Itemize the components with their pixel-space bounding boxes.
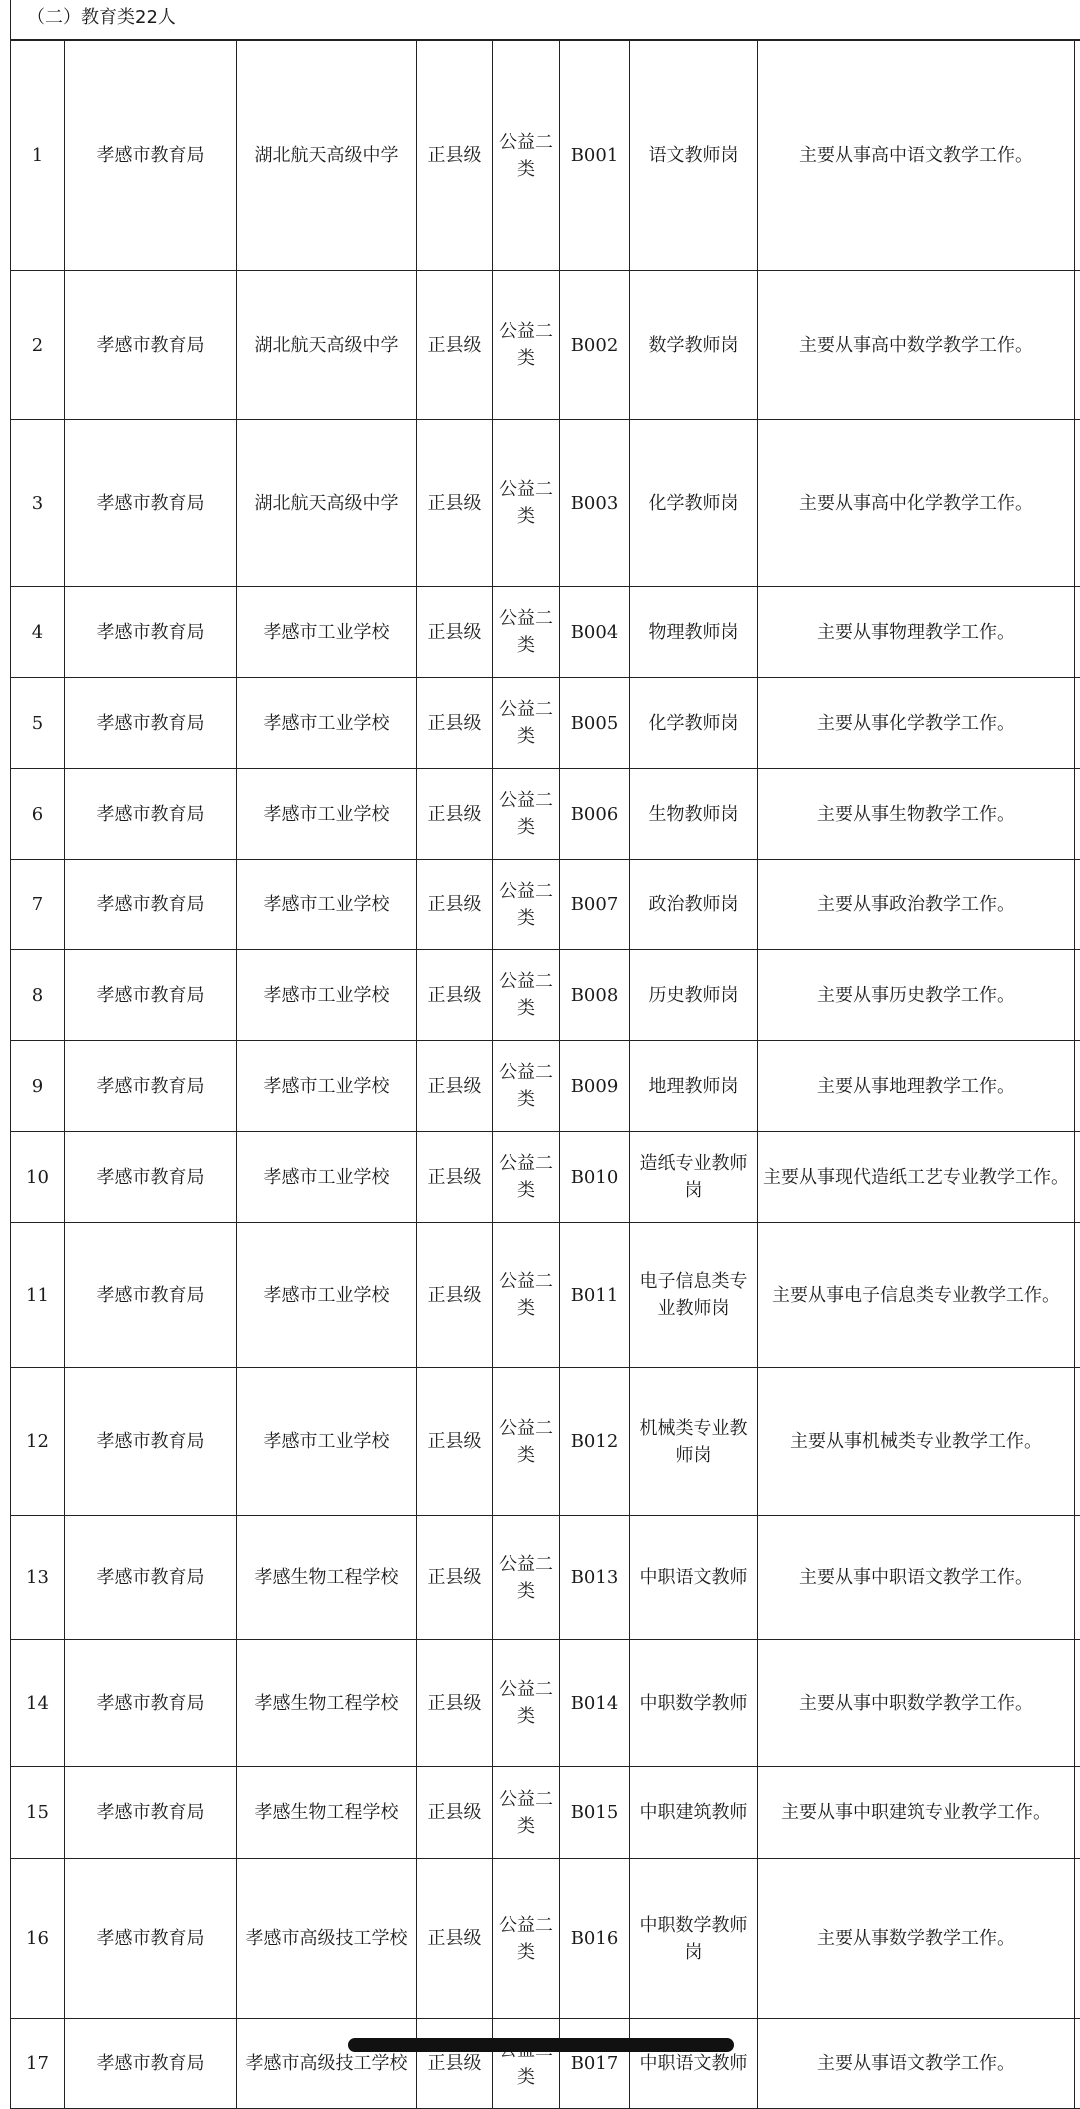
table-row xyxy=(11,2019,1080,2109)
category-cell: 类 xyxy=(493,2019,560,2109)
level-cell: 正县级 xyxy=(417,420,493,587)
level-cell: 正县级 xyxy=(417,1767,493,1859)
position-code-cell: B011 xyxy=(560,1223,630,1368)
category-cell: 公益二类 xyxy=(493,860,560,950)
level-cell: 正县级 xyxy=(417,860,493,950)
position-name-cell: 历史教师岗 xyxy=(630,950,758,1041)
position-name-cell: 机械类专业教师岗 xyxy=(630,1368,758,1516)
unit-cell: 孝感市高级技工学校 xyxy=(237,2019,417,2109)
level-cell: 正县级 xyxy=(417,950,493,1041)
department-cell: 孝感市教育局 xyxy=(65,420,237,587)
unit-cell: 湖北航天高级中学 xyxy=(237,271,417,420)
category-cell: 公益二类 xyxy=(493,1041,560,1132)
row-number: 13 xyxy=(11,1516,65,1640)
position-code-cell: B001 xyxy=(560,41,630,271)
overflow-column-cell xyxy=(1075,271,1080,420)
position-name-cell: 中职数学教师 xyxy=(630,1640,758,1767)
duty-cell: 主要从事电子信息类专业教学工作。 xyxy=(758,1223,1075,1368)
duty-cell: 主要从事地理教学工作。 xyxy=(758,1041,1075,1132)
category-cell: 公益二类 xyxy=(493,1516,560,1640)
duty-cell: 主要从事中职数学教学工作。 xyxy=(758,1640,1075,1767)
table-row xyxy=(11,860,1080,950)
positions-table xyxy=(10,40,1080,2109)
department-cell: 孝感市教育局 xyxy=(65,271,237,420)
department-cell: 孝感市教育局 xyxy=(65,678,237,769)
table-row xyxy=(11,1859,1080,2019)
department-cell: 孝感市教育局 xyxy=(65,41,237,271)
row-number: 1 xyxy=(11,41,65,271)
department-cell: 孝感市教育局 xyxy=(65,1640,237,1767)
position-code-cell: B012 xyxy=(560,1368,630,1516)
duty-cell: 主要从事现代造纸工艺专业教学工作。 xyxy=(758,1132,1075,1223)
overflow-column-cell xyxy=(1075,2019,1080,2109)
category-cell: 公益二类 xyxy=(493,1767,560,1859)
department-cell: 孝感市教育局 xyxy=(65,769,237,860)
position-name-cell: 化学教师岗 xyxy=(630,420,758,587)
position-name-cell: 造纸专业教师岗 xyxy=(630,1132,758,1223)
position-code-cell: B002 xyxy=(560,271,630,420)
overflow-column-cell xyxy=(1075,1859,1080,2019)
row-number: 4 xyxy=(11,587,65,678)
department-cell: 孝感市教育局 xyxy=(65,950,237,1041)
table-row xyxy=(11,1640,1080,1767)
department-cell: 孝感市教育局 xyxy=(65,1041,237,1132)
row-number: 11 xyxy=(11,1223,65,1368)
category-cell: 公益二类 xyxy=(493,1859,560,2019)
unit-cell: 孝感市工业学校 xyxy=(237,950,417,1041)
department-cell: 孝感市教育局 xyxy=(65,1516,237,1640)
row-number: 3 xyxy=(11,420,65,587)
position-code-cell: B010 xyxy=(560,1132,630,1223)
position-code-cell: B017 xyxy=(560,2019,630,2109)
category-cell: 公益二类 xyxy=(493,1368,560,1516)
department-cell: 孝感市教育局 xyxy=(65,1767,237,1859)
overflow-column-cell xyxy=(1075,1041,1080,1132)
position-name-cell: 电子信息类专业教师岗 xyxy=(630,1223,758,1368)
unit-cell: 孝感市工业学校 xyxy=(237,860,417,950)
position-name-cell: 政治教师岗 xyxy=(630,860,758,950)
position-name-cell: 物理教师岗 xyxy=(630,587,758,678)
duty-cell: 主要从事物理教学工作。 xyxy=(758,587,1075,678)
position-name-cell: 数学教师岗 xyxy=(630,271,758,420)
unit-cell: 孝感市工业学校 xyxy=(237,1223,417,1368)
unit-cell: 湖北航天高级中学 xyxy=(237,420,417,587)
unit-cell: 孝感生物工程学校 xyxy=(237,1767,417,1859)
unit-cell: 孝感市工业学校 xyxy=(237,769,417,860)
position-code-cell: B009 xyxy=(560,1041,630,1132)
table-row xyxy=(11,769,1080,860)
department-cell: 孝感市教育局 xyxy=(65,860,237,950)
section-title: （二）教育类22人 xyxy=(10,0,1080,40)
table-row xyxy=(11,1368,1080,1516)
level-cell: 正县级 xyxy=(417,1132,493,1223)
duty-cell: 主要从事语文教学工作。 xyxy=(758,2019,1075,2109)
duty-cell: 主要从事机械类专业教学工作。 xyxy=(758,1368,1075,1516)
row-number: 16 xyxy=(11,1859,65,2019)
table-row xyxy=(11,1041,1080,1132)
row-number: 17 xyxy=(11,2019,65,2109)
category-cell: 公益二类 xyxy=(493,1640,560,1767)
level-cell: 正县级 xyxy=(417,1859,493,2019)
row-number: 6 xyxy=(11,769,65,860)
level-cell: 正县级 xyxy=(417,2019,493,2109)
duty-cell: 主要从事历史教学工作。 xyxy=(758,950,1075,1041)
table-row xyxy=(11,587,1080,678)
overflow-column-cell xyxy=(1075,41,1080,271)
unit-cell: 孝感市工业学校 xyxy=(237,587,417,678)
overflow-column-cell xyxy=(1075,420,1080,587)
row-number: 12 xyxy=(11,1368,65,1516)
row-number: 2 xyxy=(11,271,65,420)
position-code-cell: B013 xyxy=(560,1516,630,1640)
level-cell: 正县级 xyxy=(417,1223,493,1368)
duty-cell: 主要从事中职建筑专业教学工作。 xyxy=(758,1767,1075,1859)
department-cell: 孝感市教育局 xyxy=(65,1859,237,2019)
category-cell: 公益二类 xyxy=(493,769,560,860)
overflow-column-cell xyxy=(1075,1223,1080,1368)
table-row xyxy=(11,678,1080,769)
duty-cell: 主要从事中职语文教学工作。 xyxy=(758,1516,1075,1640)
category-cell: 公益二类 xyxy=(493,587,560,678)
duty-cell: 主要从事化学教学工作。 xyxy=(758,678,1075,769)
level-cell: 正县级 xyxy=(417,1368,493,1516)
overflow-column-cell xyxy=(1075,1767,1080,1859)
unit-cell: 孝感生物工程学校 xyxy=(237,1640,417,1767)
table-row xyxy=(11,420,1080,587)
position-name-cell: 中职建筑教师 xyxy=(630,1767,758,1859)
level-cell: 正县级 xyxy=(417,41,493,271)
position-code-cell: B008 xyxy=(560,950,630,1041)
position-code-cell: B004 xyxy=(560,587,630,678)
position-name-cell: 中职数学教师岗 xyxy=(630,1859,758,2019)
table-row xyxy=(11,271,1080,420)
table-row xyxy=(11,41,1080,271)
position-name-cell: 地理教师岗 xyxy=(630,1041,758,1132)
position-name-cell: 中职语文教师 xyxy=(630,2019,758,2109)
category-cell: 公益二类 xyxy=(493,950,560,1041)
level-cell: 正县级 xyxy=(417,587,493,678)
unit-cell: 孝感市高级技工学校 xyxy=(237,1859,417,2019)
overflow-column-cell xyxy=(1075,1368,1080,1516)
position-code-cell: B005 xyxy=(560,678,630,769)
row-number: 5 xyxy=(11,678,65,769)
position-name-cell: 中职语文教师 xyxy=(630,1516,758,1640)
overflow-column-cell xyxy=(1075,769,1080,860)
overflow-column-cell xyxy=(1075,587,1080,678)
unit-cell: 孝感市工业学校 xyxy=(237,678,417,769)
duty-cell: 主要从事高中语文教学工作。 xyxy=(758,41,1075,271)
level-cell: 正县级 xyxy=(417,271,493,420)
row-number: 10 xyxy=(11,1132,65,1223)
home-indicator[interactable] xyxy=(348,2038,734,2052)
position-code-cell: B014 xyxy=(560,1640,630,1767)
department-cell: 孝感市教育局 xyxy=(65,1223,237,1368)
department-cell: 孝感市教育局 xyxy=(65,1368,237,1516)
category-cell: 公益二类 xyxy=(493,420,560,587)
category-cell: 公益二类 xyxy=(493,678,560,769)
level-cell: 正县级 xyxy=(417,1041,493,1132)
duty-cell: 主要从事政治教学工作。 xyxy=(758,860,1075,950)
unit-cell: 孝感市工业学校 xyxy=(237,1132,417,1223)
unit-cell: 湖北航天高级中学 xyxy=(237,41,417,271)
category-cell: 公益二类 xyxy=(493,41,560,271)
department-cell: 孝感市教育局 xyxy=(65,2019,237,2109)
duty-cell: 主要从事生物教学工作。 xyxy=(758,769,1075,860)
duty-cell: 主要从事高中化学教学工作。 xyxy=(758,420,1075,587)
position-code-cell: B003 xyxy=(560,420,630,587)
position-code-cell: B016 xyxy=(560,1859,630,2019)
unit-cell: 孝感生物工程学校 xyxy=(237,1516,417,1640)
table-row xyxy=(11,1132,1080,1223)
category-cell: 公益二类 xyxy=(493,1132,560,1223)
duty-cell: 主要从事数学教学工作。 xyxy=(758,1859,1075,2019)
row-number: 9 xyxy=(11,1041,65,1132)
overflow-column-cell xyxy=(1075,950,1080,1041)
table-row xyxy=(11,1767,1080,1859)
category-cell: 公益二类 xyxy=(493,271,560,420)
overflow-column-cell xyxy=(1075,1516,1080,1640)
overflow-column-cell xyxy=(1075,1132,1080,1223)
department-cell: 孝感市教育局 xyxy=(65,587,237,678)
overflow-column-cell xyxy=(1075,678,1080,769)
level-cell: 正县级 xyxy=(417,678,493,769)
position-code-cell: B006 xyxy=(560,769,630,860)
row-number: 14 xyxy=(11,1640,65,1767)
duty-cell: 主要从事高中数学教学工作。 xyxy=(758,271,1075,420)
position-code-cell: B015 xyxy=(560,1767,630,1859)
overflow-column-cell xyxy=(1075,1640,1080,1767)
row-number: 7 xyxy=(11,860,65,950)
table-row xyxy=(11,1223,1080,1368)
overflow-column-cell xyxy=(1075,860,1080,950)
department-cell: 孝感市教育局 xyxy=(65,1132,237,1223)
level-cell: 正县级 xyxy=(417,769,493,860)
position-name-cell: 语文教师岗 xyxy=(630,41,758,271)
category-cell: 公益二类 xyxy=(493,1223,560,1368)
position-code-cell: B007 xyxy=(560,860,630,950)
position-name-cell: 化学教师岗 xyxy=(630,678,758,769)
unit-cell: 孝感市工业学校 xyxy=(237,1041,417,1132)
position-name-cell: 生物教师岗 xyxy=(630,769,758,860)
row-number: 15 xyxy=(11,1767,65,1859)
table-row xyxy=(11,950,1080,1041)
level-cell: 正县级 xyxy=(417,1640,493,1767)
table-row xyxy=(11,1516,1080,1640)
unit-cell: 孝感市工业学校 xyxy=(237,1368,417,1516)
level-cell: 正县级 xyxy=(417,1516,493,1640)
row-number: 8 xyxy=(11,950,65,1041)
